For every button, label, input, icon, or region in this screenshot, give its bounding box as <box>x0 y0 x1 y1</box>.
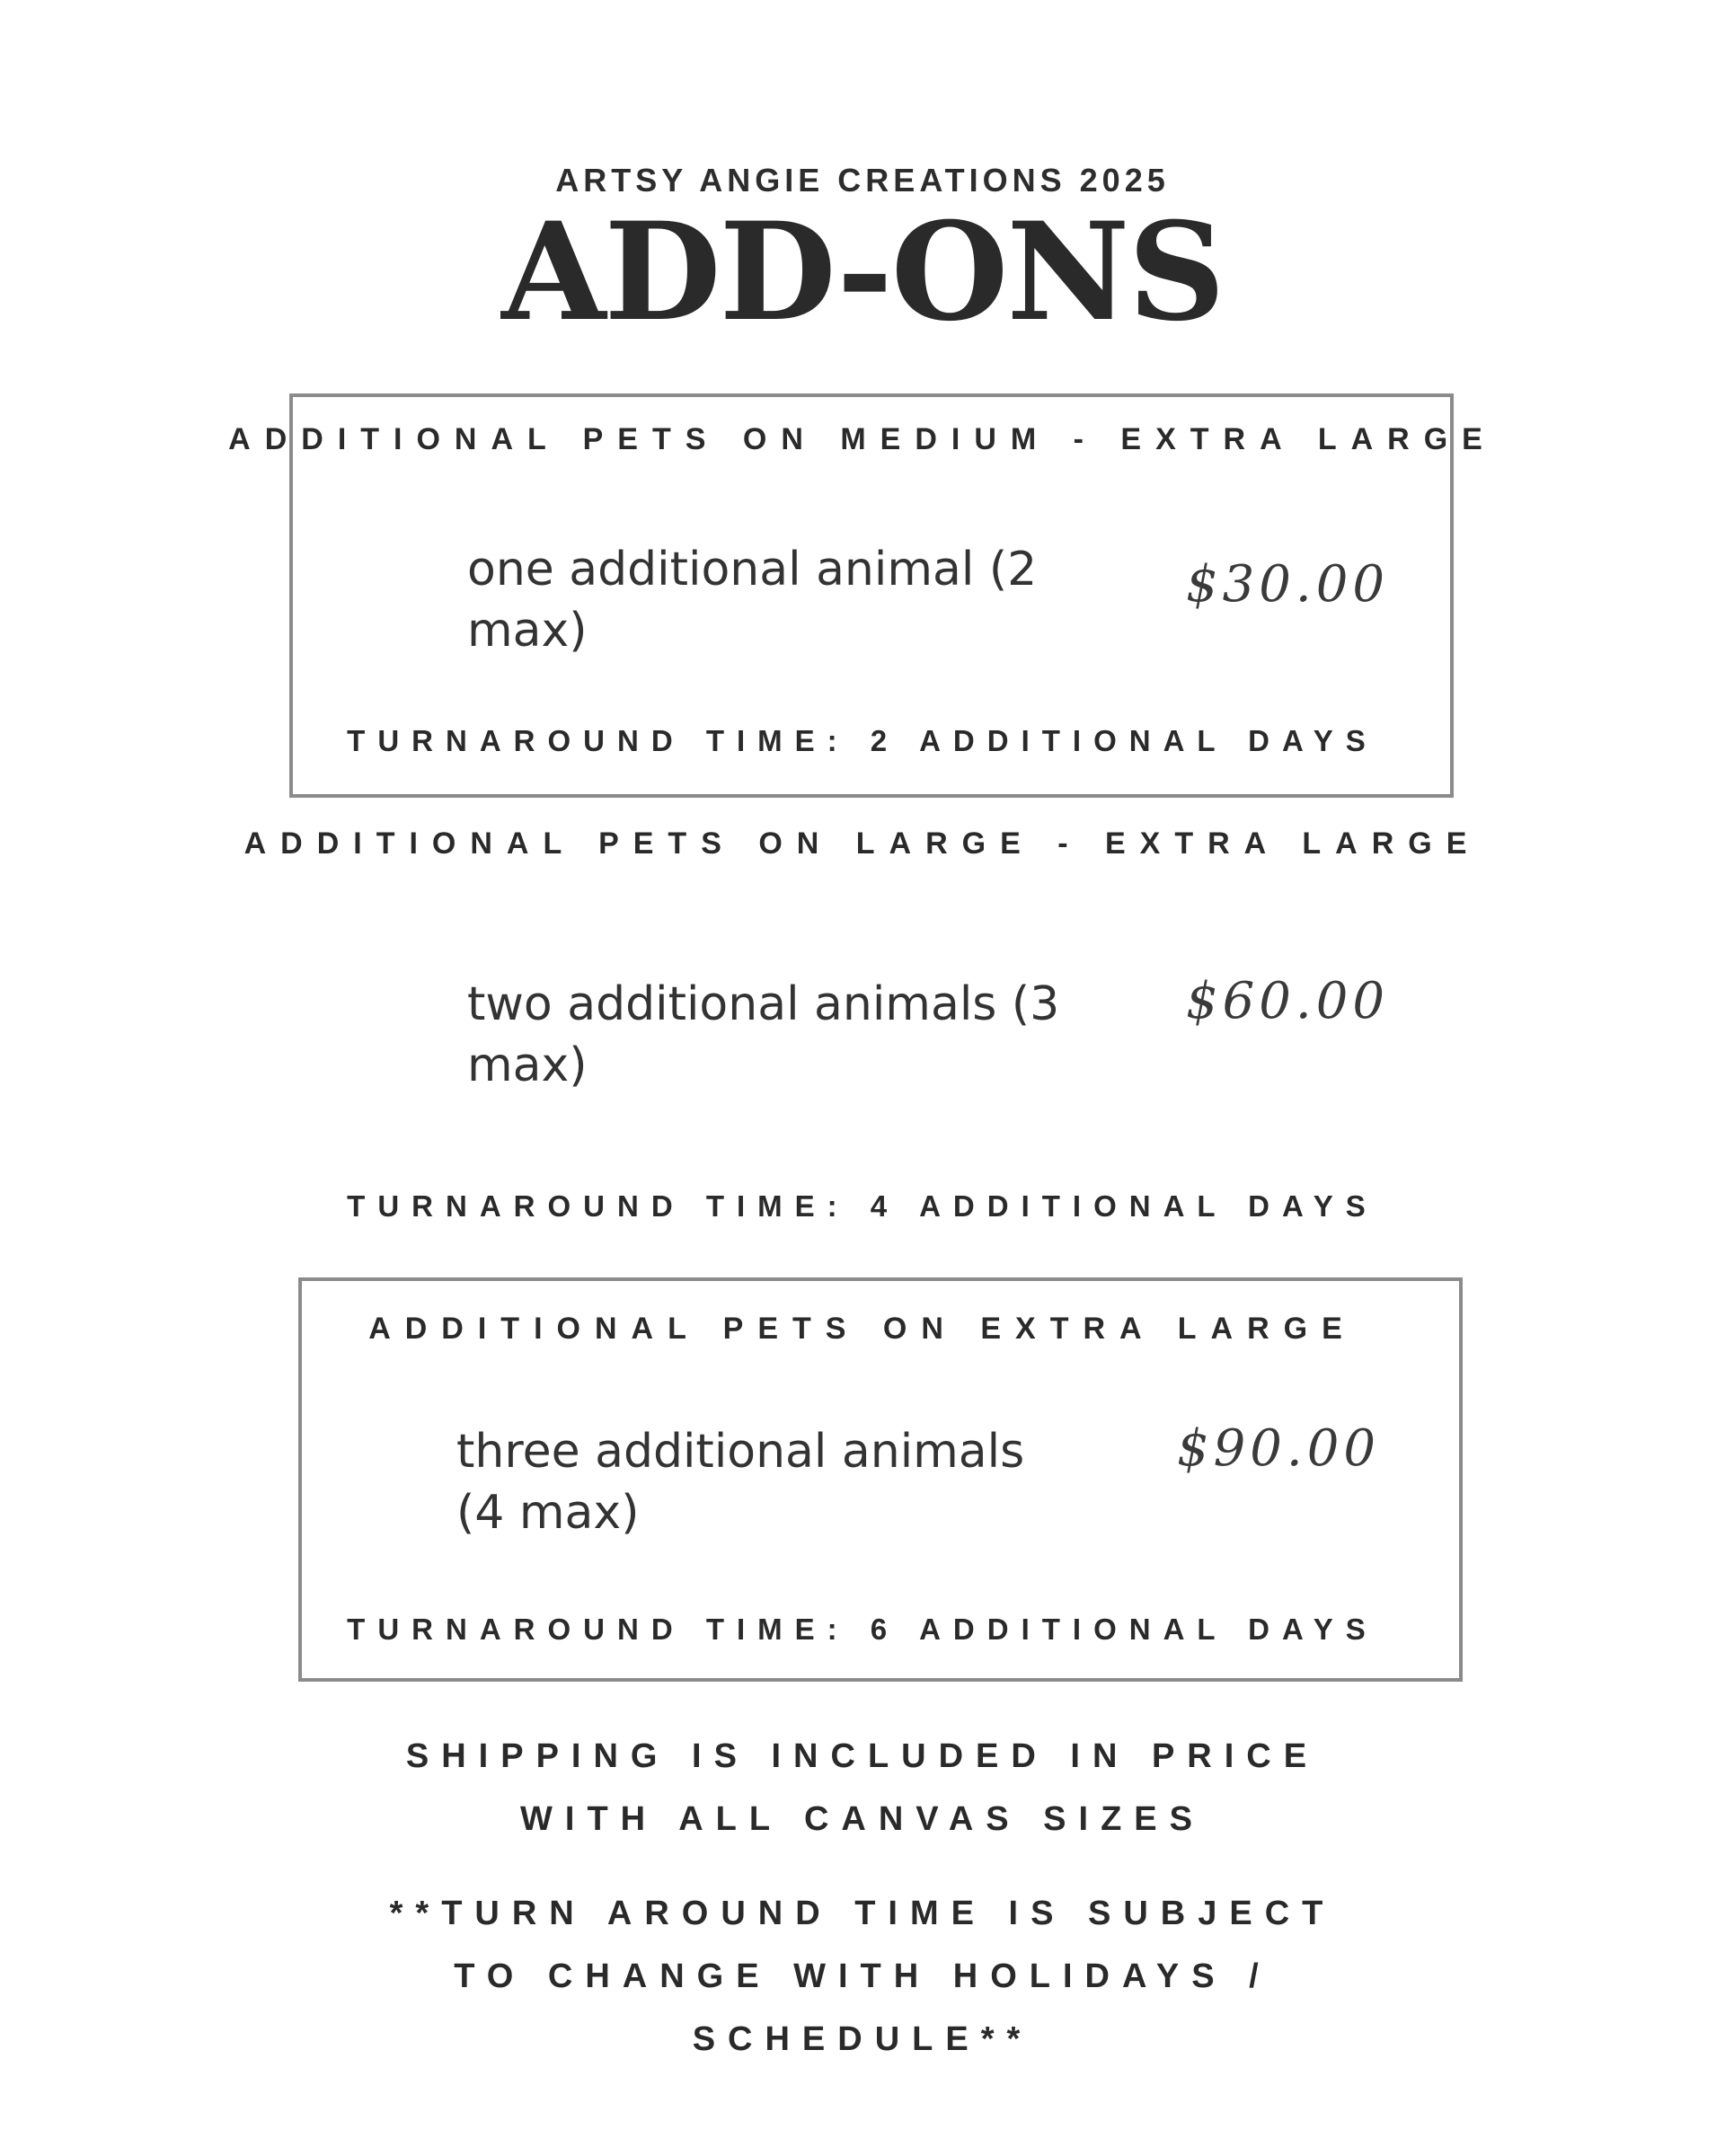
section-medium-xl-item-label <box>467 539 1078 661</box>
item-label-line1: three additional animals <box>456 1425 1025 1479</box>
section-large-xl-price: $60.00 <box>1186 972 1389 1030</box>
disclaimer-line2: TO CHANGE WITH HOLIDAYS / <box>454 1957 1271 1995</box>
shipping-note-line1: SHIPPING IS INCLUDED IN PRICE <box>405 1737 1320 1775</box>
brand-eyebrow: ARTSY ANGIE CREATIONS 2025 <box>555 162 1170 199</box>
item-label-line2: max) <box>467 604 588 658</box>
shipping-note <box>0 1725 1725 1851</box>
shipping-note-line2: WITH ALL CANVAS SIZES <box>520 1800 1205 1838</box>
turnaround-disclaimer <box>0 1882 1725 2071</box>
disclaimer-line1: **TURN AROUND TIME IS SUBJECT <box>389 1895 1336 1932</box>
section-xl-price: $90.00 <box>1177 1419 1380 1478</box>
section-xl-item-label <box>456 1421 1085 1543</box>
section-large-xl-item-label <box>467 974 1096 1096</box>
section-xl-heading: ADDITIONAL PETS ON EXTRA LARGE <box>368 1312 1357 1346</box>
item-label-line2: (4 max) <box>456 1486 640 1540</box>
section-medium-xl-heading: ADDITIONAL PETS ON MEDIUM - EXTRA LARGE <box>228 422 1497 456</box>
section-large-xl-heading: ADDITIONAL PETS ON LARGE - EXTRA LARGE <box>243 826 1482 861</box>
page-title: ADD-ONS <box>501 193 1224 351</box>
section-medium-xl-price: $30.00 <box>1186 555 1389 614</box>
section-large-xl-turnaround: TURNAROUND TIME: 4 ADDITIONAL DAYS <box>347 1189 1378 1223</box>
item-label-line2: max) <box>467 1038 588 1092</box>
section-medium-xl-turnaround: TURNAROUND TIME: 2 ADDITIONAL DAYS <box>347 724 1378 757</box>
item-label-line1: two additional animals (3 <box>467 977 1060 1031</box>
item-label-line1: one additional animal (2 <box>467 543 1038 596</box>
disclaimer-line3: SCHEDULE** <box>692 2020 1033 2058</box>
section-xl-turnaround: TURNAROUND TIME: 6 ADDITIONAL DAYS <box>347 1613 1378 1646</box>
